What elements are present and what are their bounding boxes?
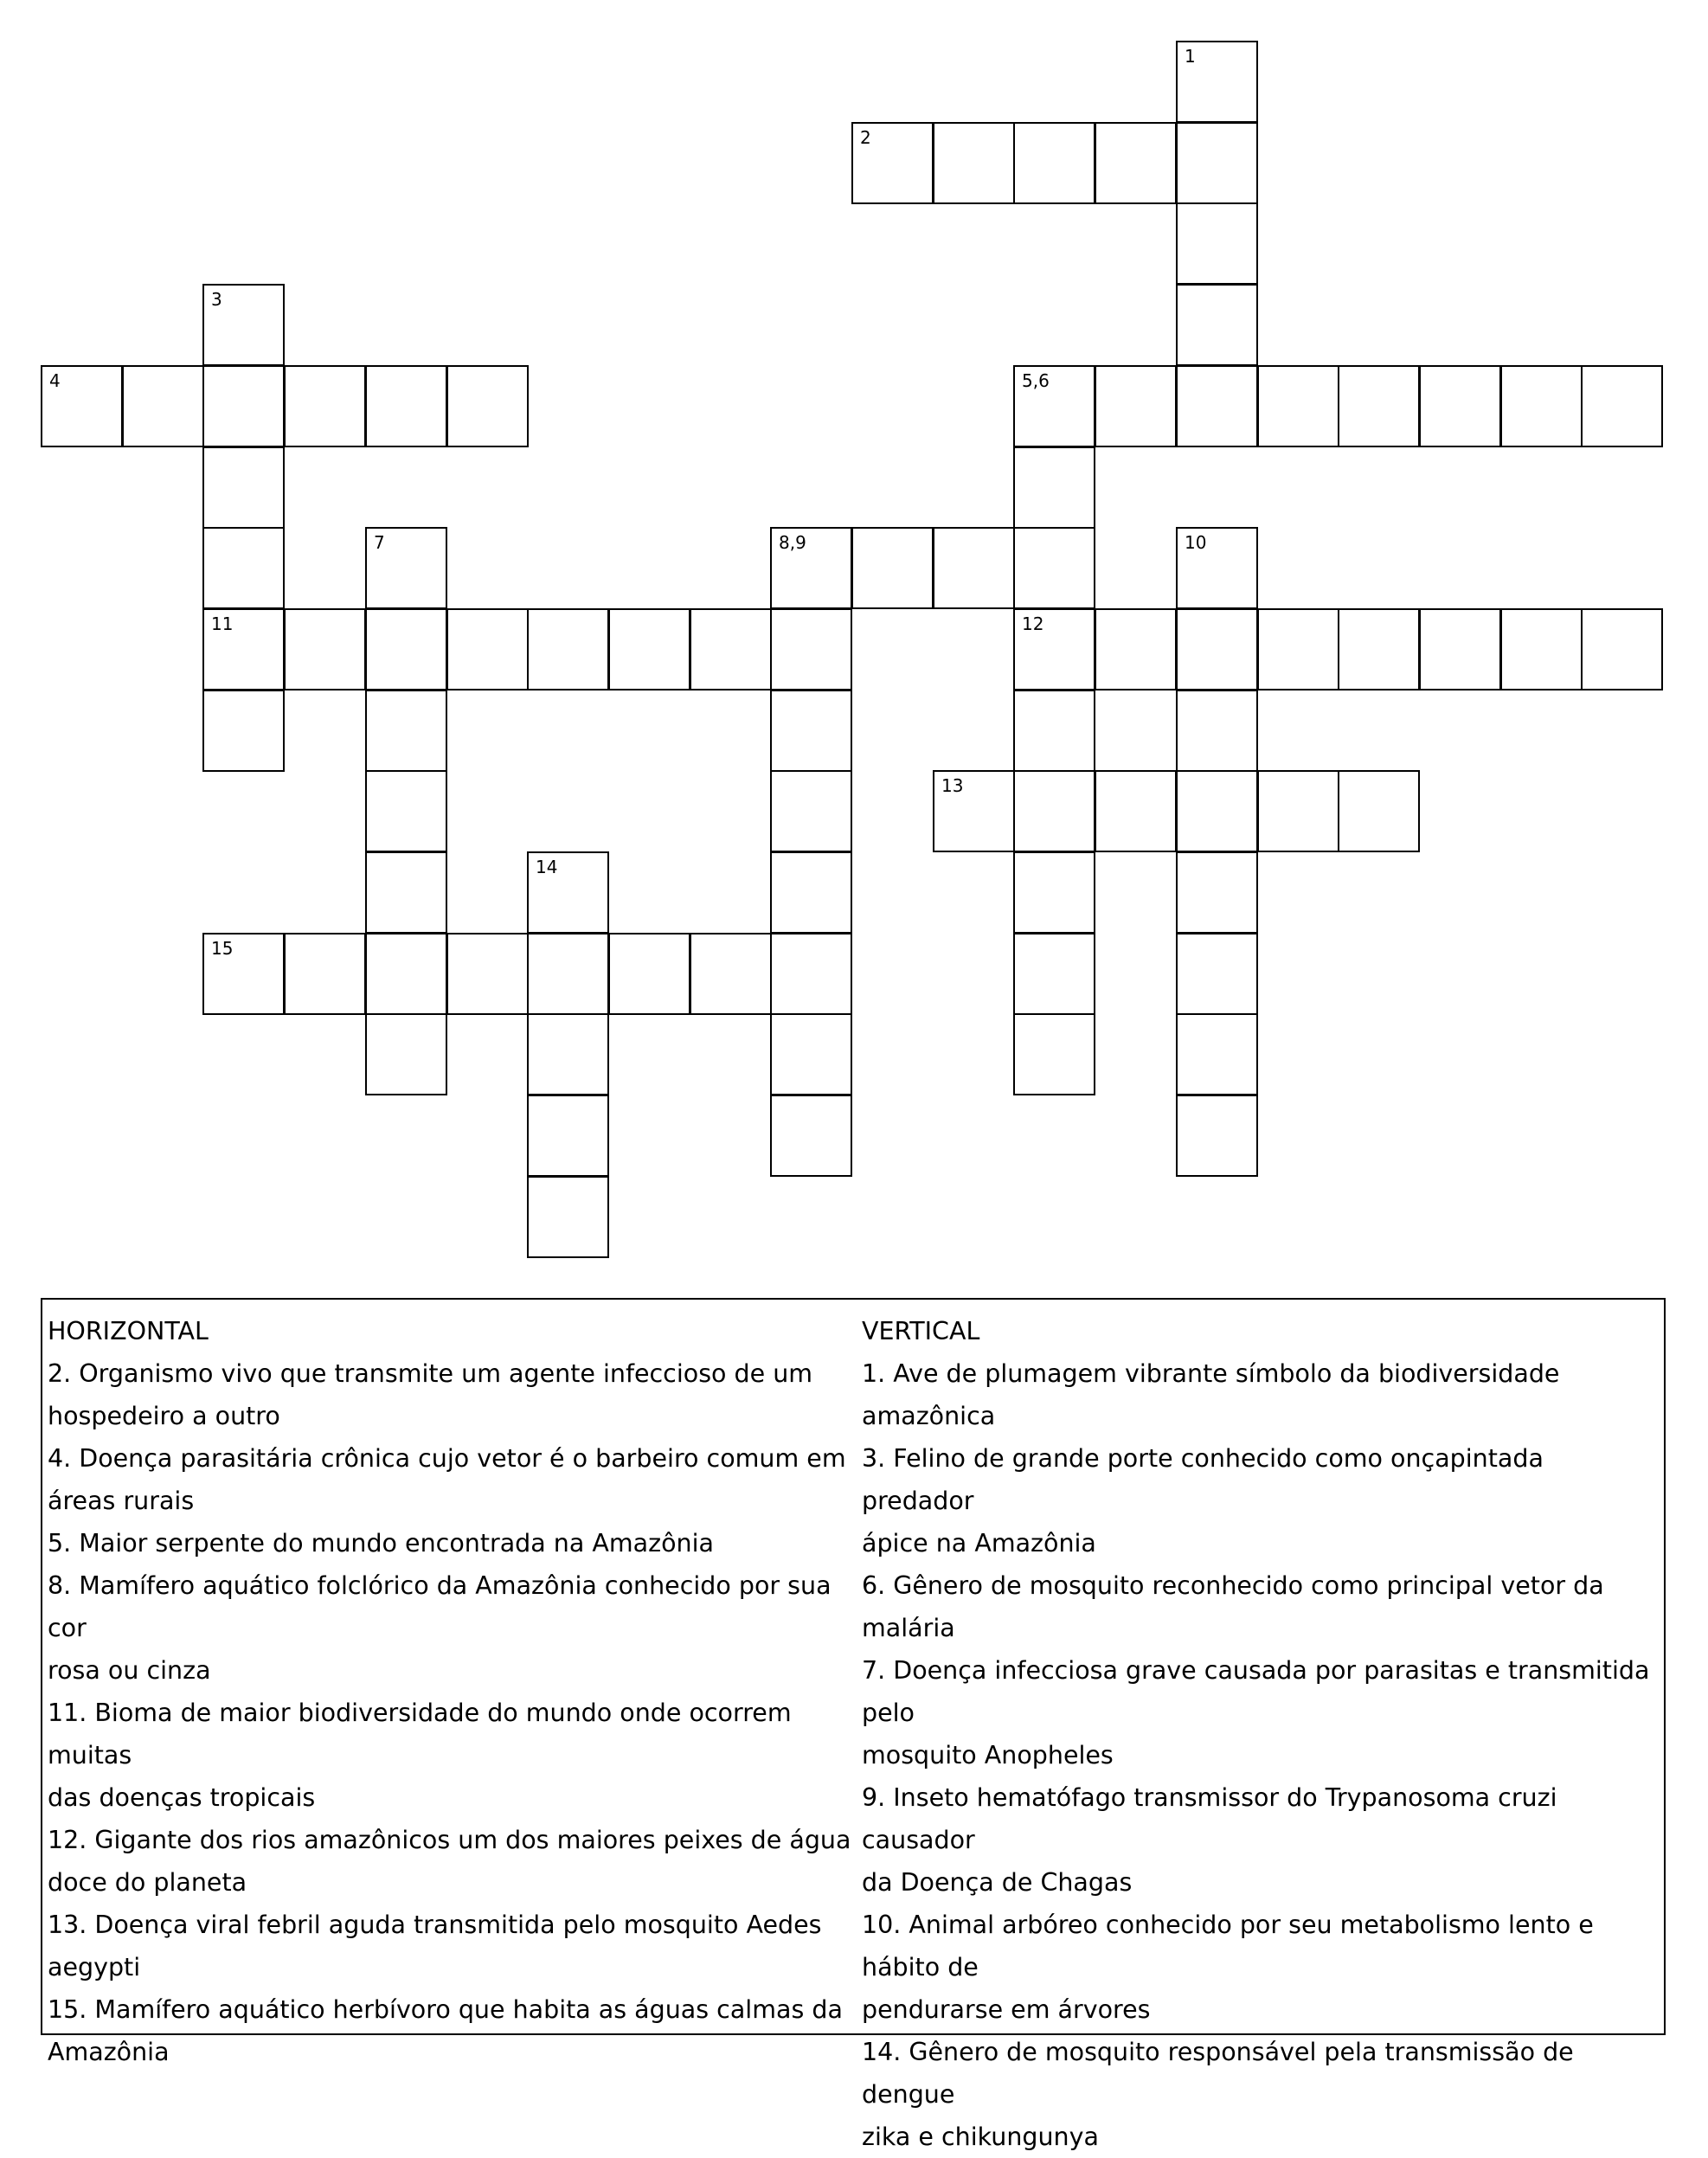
crossword-cell[interactable] xyxy=(1581,365,1663,447)
crossword-cell[interactable] xyxy=(770,608,852,690)
crossword-cell[interactable] xyxy=(1500,608,1583,690)
crossword-cell[interactable] xyxy=(1338,608,1420,690)
clue-line: ápice na Amazônia xyxy=(862,1529,1096,1557)
clue-line: 13. Doença viral febril aguda transmitida pelo mosquito Aedes xyxy=(48,1911,822,1939)
crossword-cell[interactable] xyxy=(1500,365,1583,447)
vertical-heading: VERTICAL xyxy=(862,1317,980,1346)
crossword-cell[interactable] xyxy=(527,933,609,1015)
crossword-cell[interactable] xyxy=(1013,851,1095,934)
crossword-cell[interactable] xyxy=(1095,122,1177,204)
clue-line: das doenças tropicais xyxy=(48,1783,316,1812)
crossword-cell[interactable] xyxy=(933,770,1015,852)
crossword-cell[interactable] xyxy=(1419,608,1501,690)
clue-line: 1. Ave de plumagem vibrante símbolo da biodiversidade amazônica xyxy=(862,1359,1560,1430)
crossword-cell[interactable] xyxy=(770,1095,852,1177)
crossword-cell[interactable] xyxy=(446,933,529,1015)
clue-line: 12. Gigante dos rios amazônicos um dos maiores peixes de água xyxy=(48,1826,851,1854)
cell-number: 1 xyxy=(1185,46,1196,67)
crossword-cell[interactable] xyxy=(527,608,609,690)
crossword-cell[interactable] xyxy=(527,1095,609,1177)
crossword-cell[interactable] xyxy=(365,1013,447,1095)
crossword-cell[interactable] xyxy=(365,365,447,447)
crossword-cell[interactable] xyxy=(1338,365,1420,447)
crossword-cell[interactable] xyxy=(1581,608,1663,690)
cell-number: 5,6 xyxy=(1022,370,1050,391)
crossword-cell[interactable] xyxy=(770,690,852,772)
cell-number: 10 xyxy=(1185,532,1207,553)
crossword-cell[interactable] xyxy=(1176,933,1258,1015)
crossword-cell[interactable] xyxy=(202,527,285,609)
crossword-cell[interactable] xyxy=(446,365,529,447)
clue-line: da Doença de Chagas xyxy=(862,1868,1133,1897)
crossword-cell[interactable] xyxy=(365,851,447,934)
cell-number: 15 xyxy=(211,938,234,959)
clue-line: zika e chikungunya xyxy=(862,2123,1099,2151)
crossword-cell[interactable] xyxy=(1013,446,1095,529)
crossword-cell[interactable] xyxy=(1013,933,1095,1015)
crossword-cell[interactable] xyxy=(202,365,285,447)
clue-line: hospedeiro a outro xyxy=(48,1402,280,1430)
crossword-cell[interactable] xyxy=(1176,690,1258,772)
clue-line: 4. Doença parasitária crônica cujo vetor é o barbeiro comum em xyxy=(48,1444,846,1473)
clue-line: 9. Inseto hematófago transmissor do Trypanosoma cruzi causador xyxy=(862,1783,1557,1854)
crossword-cell[interactable] xyxy=(365,690,447,772)
clue-line: 14. Gênero de mosquito responsável pela transmissão de dengue xyxy=(862,2038,1574,2109)
crossword-cell[interactable] xyxy=(1013,122,1095,204)
cell-number: 4 xyxy=(49,370,61,391)
crossword-cell[interactable] xyxy=(446,608,529,690)
crossword-cell[interactable] xyxy=(1176,1013,1258,1095)
clue-line: 11. Bioma de maior biodiversidade do mundo onde ocorrem muitas xyxy=(48,1699,792,1769)
crossword-cell[interactable] xyxy=(933,527,1015,609)
crossword-cell[interactable] xyxy=(933,122,1015,204)
crossword-cell[interactable] xyxy=(202,284,285,366)
cell-number: 7 xyxy=(374,532,385,553)
crossword-cell[interactable] xyxy=(284,608,366,690)
crossword-cell[interactable] xyxy=(690,933,772,1015)
clue-line: 5. Maior serpente do mundo encontrada na Amazônia xyxy=(48,1529,714,1557)
crossword-cell[interactable] xyxy=(770,1013,852,1095)
cell-number: 8,9 xyxy=(779,532,806,553)
crossword-cell[interactable] xyxy=(1095,608,1177,690)
crossword-cell[interactable] xyxy=(1176,608,1258,690)
clue-line: pendurarse em árvores xyxy=(862,1995,1151,2024)
clue-line: 6. Gênero de mosquito reconhecido como principal vetor da malária xyxy=(862,1571,1604,1642)
clue-line: 8. Mamífero aquático folclórico da Amazônia conhecido por sua cor xyxy=(48,1571,832,1642)
crossword-cell[interactable] xyxy=(1176,284,1258,366)
clue-line: 3. Felino de grande porte conhecido como onçapintada predador xyxy=(862,1444,1544,1515)
crossword-cell[interactable] xyxy=(851,122,934,204)
horizontal-clues xyxy=(48,1310,852,2073)
crossword-cell[interactable] xyxy=(1013,608,1095,690)
crossword-cell[interactable] xyxy=(1176,41,1258,123)
cell-number: 12 xyxy=(1022,613,1044,634)
crossword-cell[interactable] xyxy=(365,770,447,852)
clue-line: 2. Organismo vivo que transmite um agente infeccioso de um xyxy=(48,1359,813,1388)
clue-line: aegypti xyxy=(48,1953,141,1981)
crossword-cell[interactable] xyxy=(770,933,852,1015)
crossword-cell[interactable] xyxy=(527,851,609,934)
crossword-cell[interactable] xyxy=(41,365,123,447)
crossword-cell[interactable] xyxy=(365,933,447,1015)
crossword-cell[interactable] xyxy=(1257,608,1339,690)
crossword-cell[interactable] xyxy=(527,1176,609,1258)
crossword-cell[interactable] xyxy=(284,365,366,447)
cell-number: 13 xyxy=(941,775,964,796)
clue-line: 7. Doença infecciosa grave causada por parasitas e transmitida pelo xyxy=(862,1656,1650,1727)
crossword-cell[interactable] xyxy=(202,446,285,529)
crossword-cell[interactable] xyxy=(1176,122,1258,204)
crossword-cell[interactable] xyxy=(608,608,690,690)
cell-number: 14 xyxy=(536,857,558,877)
cell-number: 3 xyxy=(211,289,222,310)
crossword-cell[interactable] xyxy=(1013,365,1095,447)
clues-box xyxy=(41,1298,1666,2151)
clue-line: mosquito Anopheles xyxy=(862,1741,1114,1769)
crossword-cell[interactable] xyxy=(527,1013,609,1095)
cell-number: 2 xyxy=(860,127,871,148)
cell-number: 11 xyxy=(211,613,234,634)
crossword-cell[interactable] xyxy=(1013,770,1095,852)
crossword-cell[interactable] xyxy=(770,527,852,609)
crossword-cell[interactable] xyxy=(1176,202,1258,285)
crossword-cell[interactable] xyxy=(1257,365,1339,447)
crossword-cell[interactable] xyxy=(1176,527,1258,609)
clue-line: rosa ou cinza xyxy=(48,1656,211,1685)
crossword-cell[interactable] xyxy=(202,933,285,1015)
clue-line: áreas rurais xyxy=(48,1487,195,1515)
crossword-cell[interactable] xyxy=(690,608,772,690)
crossword-cell[interactable] xyxy=(1176,365,1258,447)
clue-line: Amazônia xyxy=(48,2038,170,2066)
crossword-cell[interactable] xyxy=(1176,1095,1258,1177)
clue-line: 10. Animal arbóreo conhecido por seu metabolismo lento e hábito de xyxy=(862,1911,1594,1981)
crossword-cell[interactable] xyxy=(851,527,934,609)
crossword-cell[interactable] xyxy=(1257,770,1339,852)
crossword-cell[interactable] xyxy=(608,933,690,1015)
crossword-cell[interactable] xyxy=(1176,770,1258,852)
crossword-cell[interactable] xyxy=(284,933,366,1015)
crossword-cell[interactable] xyxy=(365,608,447,690)
crossword-cell[interactable] xyxy=(365,527,447,609)
crossword-cell[interactable] xyxy=(1095,770,1177,852)
crossword-cell[interactable] xyxy=(1419,365,1501,447)
clue-line: doce do planeta xyxy=(48,1868,247,1897)
horizontal-heading: HORIZONTAL xyxy=(48,1317,209,1346)
crossword-cell[interactable] xyxy=(1176,851,1258,934)
crossword-cell[interactable] xyxy=(1013,527,1095,609)
crossword-cell[interactable] xyxy=(1338,770,1420,852)
vertical-clues xyxy=(862,1310,1662,2158)
crossword-cell[interactable] xyxy=(202,690,285,772)
crossword-cell[interactable] xyxy=(770,770,852,852)
crossword-cell[interactable] xyxy=(122,365,204,447)
crossword-cell[interactable] xyxy=(770,851,852,934)
crossword-cell[interactable] xyxy=(1013,690,1095,772)
clue-line: 15. Mamífero aquático herbívoro que habita as águas calmas da xyxy=(48,1995,843,2024)
crossword-cell[interactable] xyxy=(1095,365,1177,447)
crossword-cell[interactable] xyxy=(1013,1013,1095,1095)
crossword-cell[interactable] xyxy=(202,608,285,690)
